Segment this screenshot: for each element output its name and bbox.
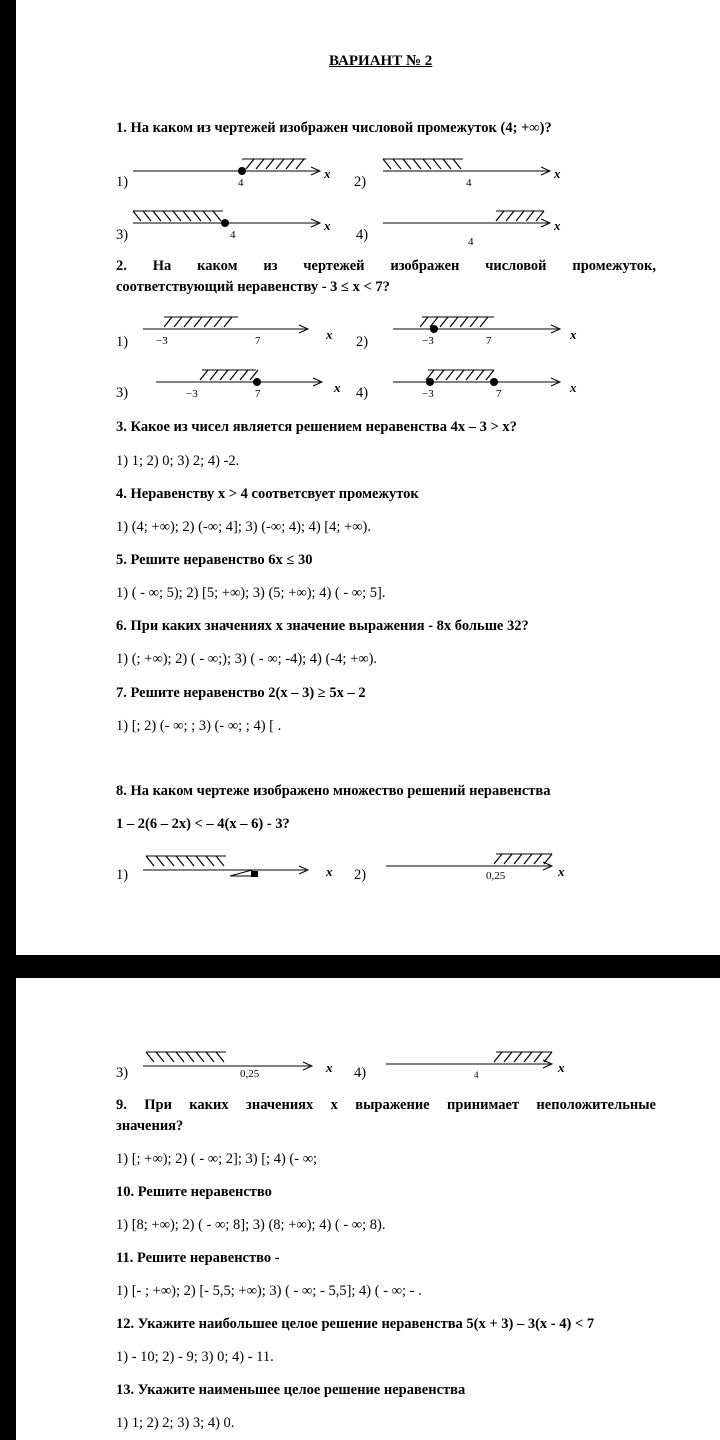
q10-text: 10. Решите неравенство	[116, 1184, 272, 1200]
q11-text: 11. Решите неравенство -	[116, 1250, 280, 1266]
q8-line-2-point: 0,25	[486, 870, 506, 882]
q11-answers: 1) [- ; +∞); 2) [- 5,5; +∞); 3) ( - ∞; - 5,5]; 4) ( - ∞; - .	[116, 1283, 422, 1299]
variant-title: ВАРИАНТ № 2	[329, 53, 433, 69]
q2-number-line-1	[138, 313, 338, 349]
q1-option-2-label: 2)	[354, 174, 367, 190]
q1-number-line-2	[378, 155, 578, 191]
q2-line-1-axis: x	[326, 327, 333, 342]
q8-option-3-label: 3)	[116, 1065, 129, 1081]
q4-answers: 1) (4; +∞); 2) (-∞; 4]; 3) (-∞; 4); 4) [4; +∞).	[116, 519, 372, 535]
q8-line-1-axis: x	[326, 864, 333, 879]
q2-line-2-right: 7	[486, 335, 492, 347]
q9-text-line-2: значения?	[116, 1118, 184, 1134]
q3-answers: 1) 1; 2) 0; 3) 2; 4) -2.	[116, 453, 240, 469]
q2-line-4-axis: x	[570, 380, 577, 395]
q6-answers: 1) (; +∞); 2) ( - ∞;); 3) ( - ∞; -4); 4) (-4; +∞).	[116, 651, 378, 667]
q1-line-1-axis: x	[324, 166, 331, 181]
q2-option-3-label: 3)	[116, 385, 129, 401]
q2-line-4-left: −3	[422, 388, 434, 400]
q2-option-1-label: 1)	[116, 334, 129, 350]
q1-number-line-3	[128, 207, 338, 243]
q8-option-1-label: 1)	[116, 867, 129, 883]
q1-option-1-label: 1)	[116, 174, 129, 190]
q1-line-4-point: 4	[468, 236, 474, 248]
q10-answers: 1) [8; +∞); 2) ( - ∞; 8]; 3) (8; +∞); 4) ( - ∞; 8).	[116, 1217, 386, 1233]
q2-number-line-4	[378, 364, 578, 400]
q8-line-4-axis: x	[558, 1060, 565, 1075]
q8-option-2-label: 2)	[354, 867, 367, 883]
q3-text: 3. Какое из чисел является решением неравенства 4x – 3 > x?	[116, 419, 517, 435]
q8-line-4-point: 4	[474, 1070, 479, 1080]
q8-text-line-1: 8. На каком чертеже изображено множество решений неравенства	[116, 783, 551, 799]
q2-option-4-label: 4)	[356, 385, 369, 401]
q8-text-line-2: 1 – 2(6 – 2x) < – 4(x – 6) - 3?	[116, 816, 290, 832]
q1-line-3-point: 4	[230, 229, 236, 241]
q2-line-2-left: −3	[422, 335, 434, 347]
q2-text-line-1: 2. На каком из чертежей изображен числовой промежуток,	[116, 258, 656, 274]
q2-number-line-3	[138, 364, 341, 400]
q7-answers: 1) [; 2) (- ∞; ; 3) (- ∞; ; 4) [ .	[116, 718, 282, 734]
worksheet-page-1	[16, 0, 720, 955]
q1-number-line-4	[378, 207, 578, 249]
q9-answers: 1) [; +∞); 2) ( - ∞; 2]; 3) [; 4) (- ∞;	[116, 1151, 318, 1167]
q5-answers: 1) ( - ∞; 5); 2) [5; +∞); 3) (5; +∞); 4) ( - ∞; 5].	[116, 585, 386, 601]
q8-line-3-axis: x	[326, 1060, 333, 1075]
q4-text: 4. Неравенству x > 4 соответсвует промежуток	[116, 486, 419, 502]
q8-option-4-label: 4)	[354, 1065, 367, 1081]
q13-text: 13. Укажите наименьшее целое решение неравенства	[116, 1382, 466, 1398]
q1-line-1-point: 4	[238, 177, 244, 189]
q8-number-line-3	[138, 1046, 348, 1082]
q12-text: 12. Укажите наибольшее целое решение неравенства 5(x + 3) – 3(x - 4) < 7	[116, 1316, 595, 1332]
q2-line-3-axis: x	[334, 380, 341, 395]
q2-text-line-2: соответствующий неравенству - 3 ≤ x < 7?	[116, 279, 390, 295]
q2-line-3-left: −3	[186, 388, 198, 400]
q2-line-1-left: −3	[156, 335, 168, 347]
q1-text: 1. На каком из чертежей изображен числовой промежуток (4; +∞)?	[116, 120, 552, 136]
q8-number-line-1	[138, 850, 338, 886]
q2-line-4-right: 7	[496, 388, 502, 400]
q9-text-line-1: 9. При каких значениях x выражение принимает неположительные	[116, 1097, 656, 1113]
q1-option-4-label: 4)	[356, 227, 369, 243]
q1-line-3-axis: x	[324, 218, 331, 233]
q8-number-line-4	[378, 1046, 578, 1082]
q6-text: 6. При каких значениях x значение выражения - 8x больше 32?	[116, 618, 529, 634]
q5-text: 5. Решите неравенство 6x ≤ 30	[116, 552, 313, 568]
q2-number-line-2	[378, 313, 578, 349]
q1-line-2-axis: x	[554, 166, 561, 181]
q2-option-2-label: 2)	[356, 334, 369, 350]
q7-text: 7. Решите неравенство 2(x – 3) ≥ 5x – 2	[116, 685, 366, 701]
q8-line-2-axis: x	[558, 864, 565, 879]
q1-number-line-1	[128, 155, 338, 191]
q13-answers: 1) 1; 2) 2; 3) 3; 4) 0.	[116, 1415, 235, 1431]
q1-option-3-label: 3)	[116, 227, 129, 243]
q2-line-1-right: 7	[255, 335, 261, 347]
q8-line-3-point: 0,25	[240, 1068, 260, 1080]
q12-answers: 1) - 10; 2) - 9; 3) 0; 4) - 11.	[116, 1349, 274, 1365]
q8-number-line-2	[378, 850, 578, 886]
q1-line-2-point: 4	[466, 177, 472, 189]
q2-line-2-axis: x	[570, 327, 577, 342]
q2-line-3-right: 7	[255, 388, 261, 400]
q1-line-4-axis: x	[554, 218, 561, 233]
worksheet-page-2	[16, 978, 720, 1440]
